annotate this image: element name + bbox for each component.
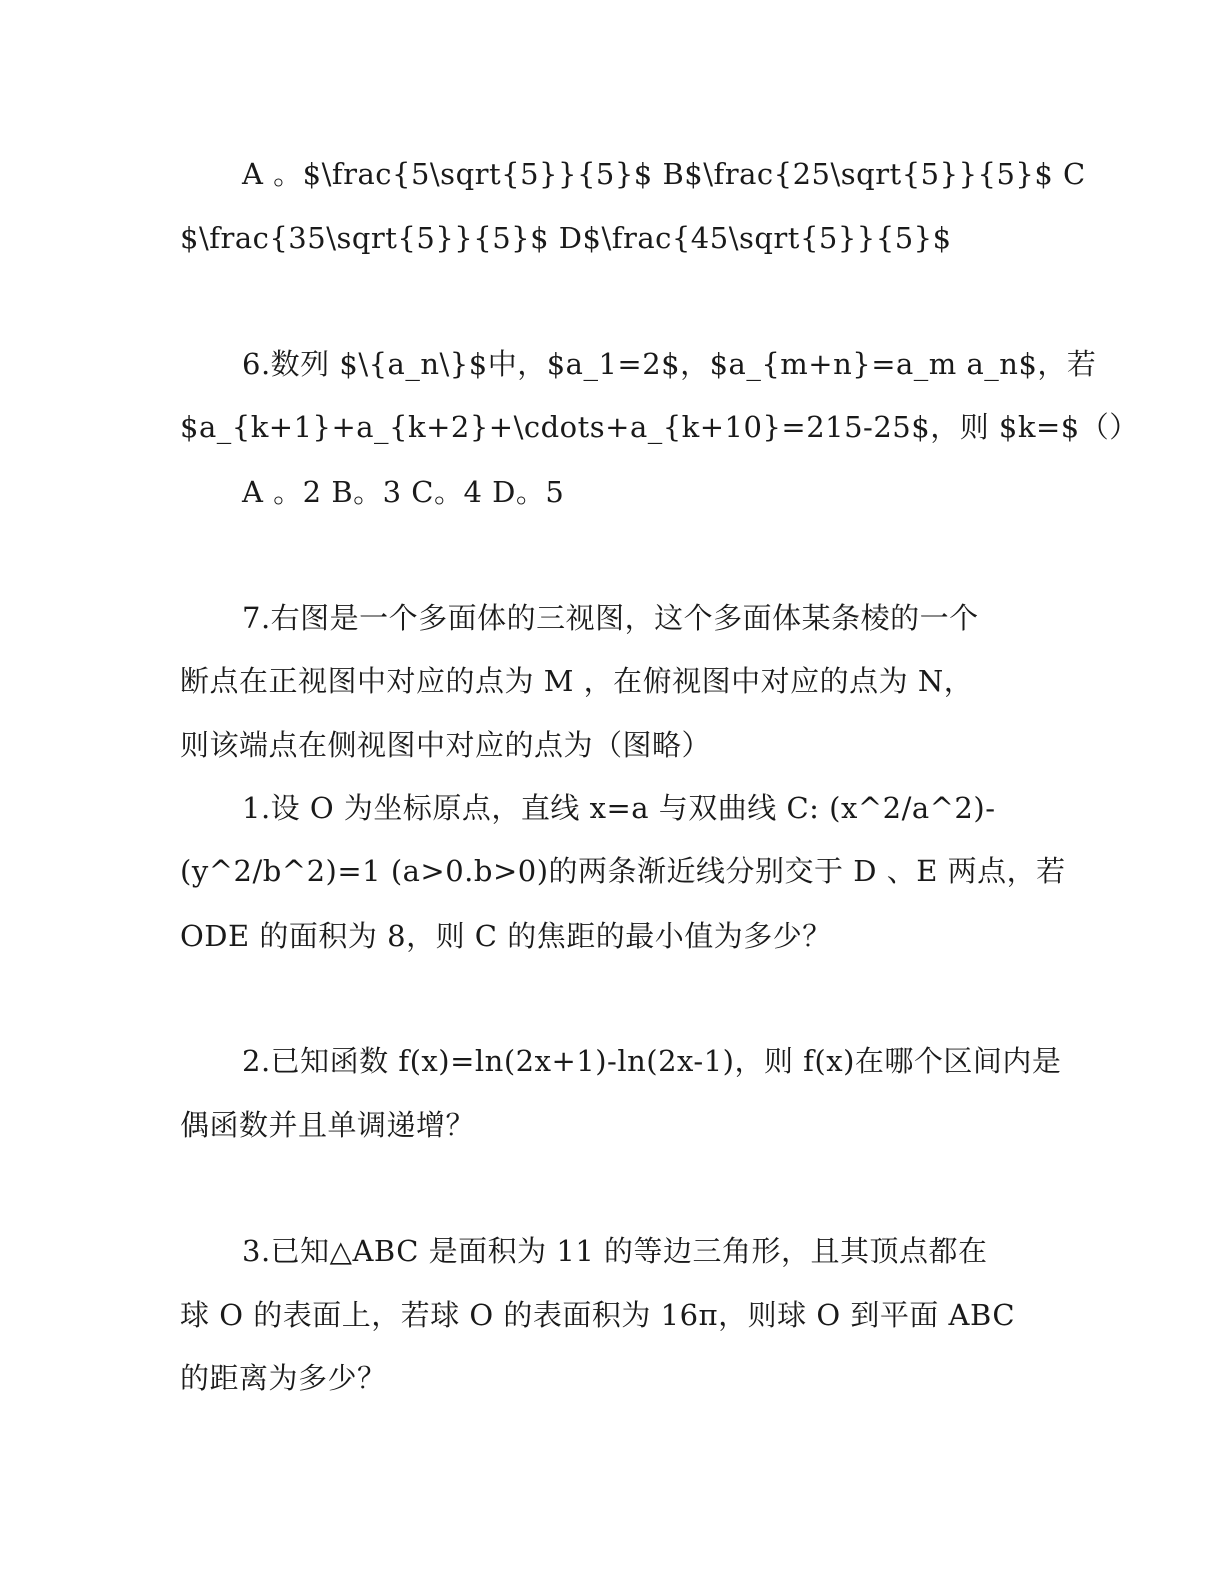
problem-2-line-1: 2.已知函数 f(x)=ln(2x+1)-ln(2x-1)，则 f(x)在哪个区间内是 [242, 1044, 1062, 1078]
q5-options-line-1: A 。$\frac{5\sqrt{5}}{5}$ B$\frac{25\sqrt{5}}{5}$ C [242, 157, 1086, 191]
problem-1-line-3: ODE 的面积为 8，则 C 的焦距的最小值为多少？ [180, 919, 832, 953]
q6-options: A 。2 B。3 C。4 D。5 [242, 475, 565, 509]
q7-line-2: 断点在正视图中对应的点为 M ，在俯视图中对应的点为 N， [180, 664, 974, 698]
problem-3-line-1: 3.已知△ABC 是面积为 11 的等边三角形，且其顶点都在 [242, 1234, 988, 1268]
problem-3-line-3: 的距离为多少？ [180, 1361, 387, 1395]
q7-line-1: 7.右图是一个多面体的三视图，这个多面体某条棱的一个 [242, 601, 979, 635]
q6-stem-line-1: 6.数列 $\{a_n\}$中，$a_1=2$，$a_{m+n}=a_m a_n$，若 [242, 347, 1097, 381]
problem-2-line-2: 偶函数并且单调递增？ [180, 1108, 476, 1142]
q5-options-line-2: $\frac{35\sqrt{5}}{5}$ D$\frac{45\sqrt{5}}{5}$ [180, 221, 952, 255]
problem-1-line-1: 1.设 O 为坐标原点，直线 x=a 与双曲线 C: (x^2/a^2)- [242, 791, 996, 825]
problem-3-line-2: 球 O 的表面上，若球 O 的表面积为 16π，则球 O 到平面 ABC [180, 1298, 1016, 1332]
problem-1-line-2: (y^2/b^2)=1 (a>0.b>0)的两条渐近线分别交于 D 、E 两点，若 [180, 854, 1066, 888]
q6-stem-line-2: $a_{k+1}+a_{k+2}+\cdots+a_{k+10}=215-25$，则 $k=$（） [180, 410, 1139, 444]
q7-line-3: 则该端点在侧视图中对应的点为（图略） [180, 728, 712, 762]
